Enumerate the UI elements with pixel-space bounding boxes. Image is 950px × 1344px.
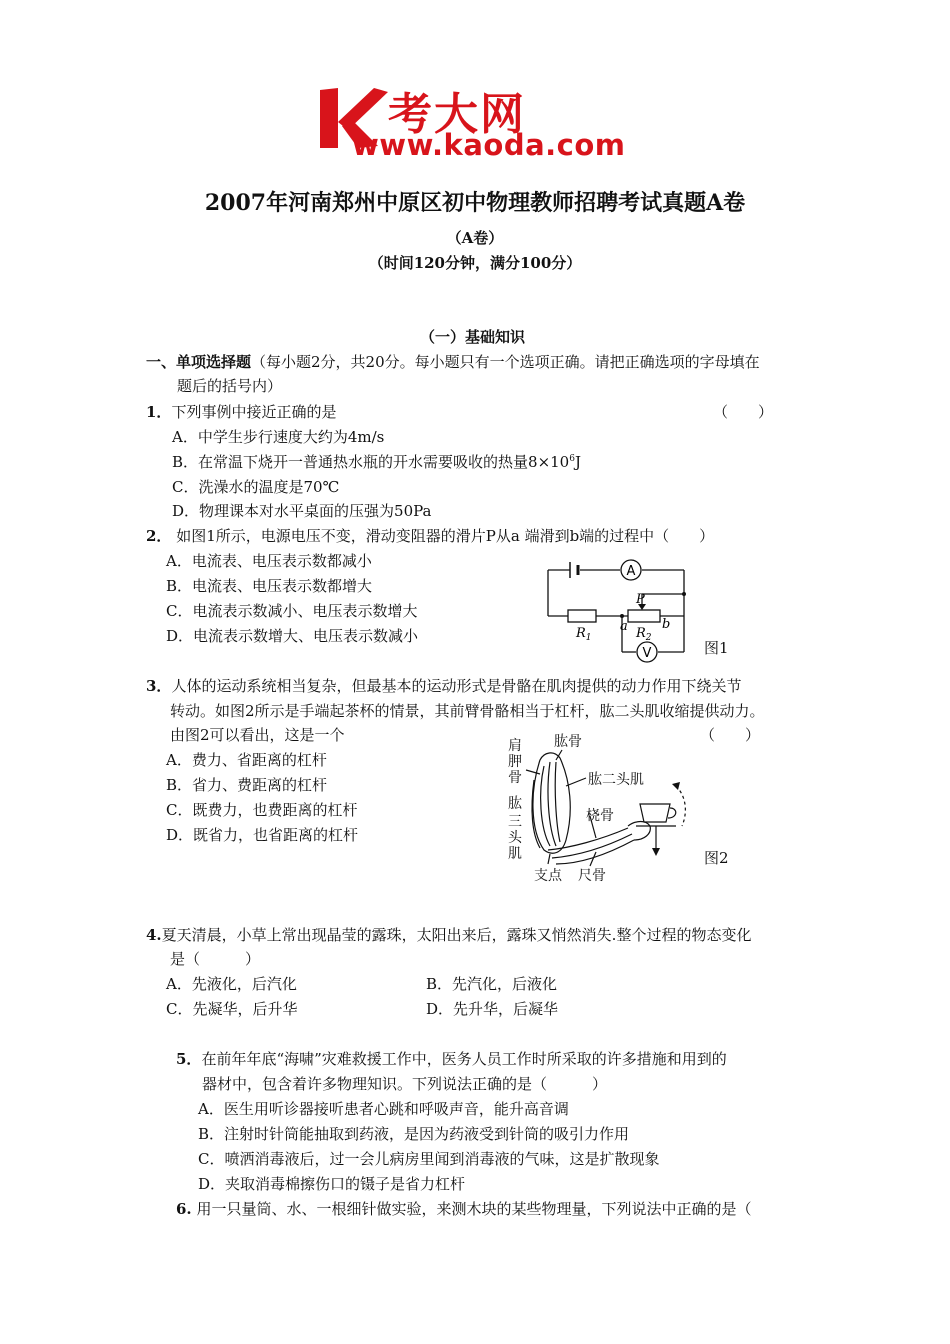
point-a-label: a (620, 619, 628, 634)
q5-stem-line1 (176, 1049, 727, 1069)
q5-option-a: A．医生用听诊器接听患者心跳和呼吸声音，能升高音调 (198, 1100, 569, 1118)
q5-option-d: D．夹取消毒棉擦伤口的镊子是省力杠杆 (198, 1175, 466, 1193)
arm-lever-diagram (500, 730, 695, 885)
q5-number: 5． (176, 1050, 202, 1068)
q6-number: 6. (176, 1200, 192, 1218)
q3-option-d: D．既省力，也省距离的杠杆 (166, 826, 359, 844)
figure2-caption: 图2 (704, 849, 729, 867)
logo-brand-text: 考大网 (388, 89, 526, 140)
q5-stem-line2: 器材中，包含着许多物理知识。下列说法正确的是（ ） (202, 1075, 608, 1093)
r2-label: $R_2$ (636, 626, 652, 643)
r1-label: $R_1$ (576, 626, 592, 643)
fulcrum-label: 支点 (534, 868, 562, 884)
q4-stem-line2: 是（ ） (170, 950, 261, 968)
q5-option-c: C．喷洒消毒液后，过一会儿病房里闻到消毒液的气味，这是扩散现象 (198, 1150, 660, 1168)
q4-text: 夏天清晨，小草上常出现晶莹的露珠，太阳出来后，露珠又悄然消失.整个过程的物态变化 (161, 926, 752, 944)
q4-number: 4. (146, 926, 162, 944)
q2-option-d: D．电流表示数增大、电压表示数减小 (166, 627, 419, 645)
triceps-label-2: 三 (508, 814, 522, 830)
biceps-label: 肱二头肌 (588, 772, 644, 788)
q1-stem (146, 402, 336, 422)
battery-icon (570, 562, 578, 578)
subtitle-paper: （A卷） (446, 229, 504, 247)
q4-option-a: A．先液化，后汽化 (166, 975, 297, 993)
q3-stem-line1 (146, 676, 741, 696)
triceps-label-3: 头 (508, 830, 522, 846)
q3-stem-line2: 转动。如图2所示是手端起茶杯的情景，其前臂骨骼相当于杠杆，肱二头肌收缩提供动力。 (170, 702, 765, 720)
scapula-label-3: 骨 (508, 770, 522, 786)
q1-number: 1． (146, 403, 172, 421)
ammeter-label: A (626, 564, 636, 579)
q4-option-c: C．先凝华，后升华 (166, 1000, 298, 1018)
q3-stem-line3: 由图2可以看出，这是一个 (170, 726, 345, 744)
figure1-caption: 图1 (704, 639, 729, 657)
section-heading: （一）基础知识 (420, 328, 526, 346)
q1-option-c: C．洗澡水的温度是70℃ (172, 478, 340, 496)
q3-option-b: B．省力、费距离的杠杆 (166, 776, 328, 794)
ulna-label: 尺骨 (578, 868, 606, 884)
point-b-label: b (662, 617, 671, 632)
q1-option-b: B．在常温下烧开一普通热水瓶的开水需要吸收的热量$8\times 10^6J$ (172, 453, 581, 471)
q5-option-b: B．注射时针筒能抽取到药液，是因为药液受到针筒的吸引力作用 (198, 1125, 630, 1143)
part1-instructions (146, 352, 760, 372)
scapula-label-1: 肩 (508, 738, 522, 754)
q3-answer-bracket: （ ） (700, 726, 761, 744)
scapula-label-2: 胛 (508, 754, 522, 770)
triceps-label-1: 肱 (508, 796, 522, 812)
q2-option-b: B．电流表、电压表示数都增大 (166, 577, 373, 595)
humerus-label: 肱骨 (554, 734, 582, 750)
document-title: 2007年河南郑州中原区初中物理教师招聘考试真题A卷 (204, 190, 746, 216)
q3-option-c: C．既费力，也费距离的杠杆 (166, 801, 358, 819)
q6-text: 用一只量筒、水、一根细针做实验，来测木块的某些物理量，下列说法中正确的是（ (196, 1200, 752, 1218)
q2-stem (146, 526, 714, 546)
q4-option-b: B．先汽化，后液化 (426, 975, 558, 993)
q4-option-d: D．先升华，后凝华 (426, 1000, 559, 1018)
subtitle-time: （时间120分钟，满分100分） (368, 254, 582, 272)
q3-number: 3． (146, 677, 172, 695)
q3-option-a: A．费力、省距离的杠杆 (166, 751, 327, 769)
slider-p-label: P (636, 592, 645, 607)
q1-answer-bracket: （ ） (713, 403, 774, 421)
q4-stem-line1 (146, 925, 751, 945)
q2-option-c: C．电流表示数减小、电压表示数增大 (166, 602, 418, 620)
part1-desc: （每小题2分，共20分。每小题只有一个选项正确。请把正确选项的字母填在 (251, 353, 760, 371)
q2-text: 如图1所示，电源电压不变，滑动变阻器的滑片P从a 端滑到b端的过程中（ ） (176, 527, 715, 545)
part1-desc-cont: 题后的括号内） (177, 377, 283, 395)
radius-label: 桡骨 (586, 808, 614, 824)
voltmeter-label: V (642, 646, 652, 661)
part1-heading: 一、单项选择题 (146, 353, 252, 371)
q1-option-a: A．中学生步行速度大约为4m/s (172, 428, 385, 446)
q2-option-a: A．电流表、电压表示数都减小 (166, 552, 372, 570)
q6-stem (176, 1199, 751, 1219)
q1-option-d: D．物理课本对水平桌面的压强为50Pa (172, 502, 432, 520)
q2-number: 2． (146, 527, 172, 545)
triceps-label-4: 肌 (508, 846, 522, 862)
logo-url-text: www.kaoda.com (352, 128, 626, 162)
q5-text: 在前年年底“海啸”灾难救援工作中，医务人员工作时所采取的许多措施和用到的 (201, 1050, 727, 1068)
q1-text: 下列事例中接近正确的是 (171, 403, 337, 421)
q3-text: 人体的运动系统相当复杂，但最基本的运动形式是骨骼在肌肉提供的动力作用下绕关节 (171, 677, 742, 695)
